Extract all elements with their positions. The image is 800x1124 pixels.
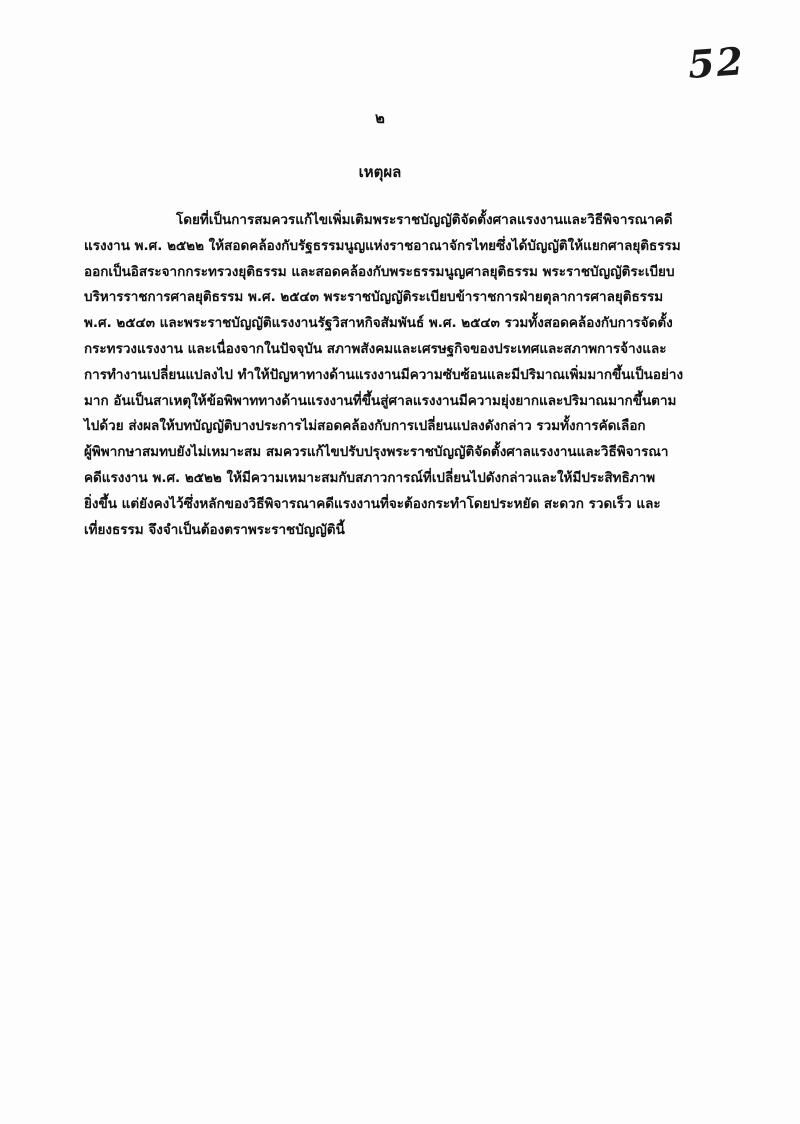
paragraph-line: คดีแรงงาน พ.ศ. ๒๕๒๒ ให้มีความเหมาะสมกับสภาวการณ์ที่เปลี่ยนไปดังกล่าวและให้มีประสิทธิภาพ [84, 469, 656, 486]
paragraph-line: แรงงาน พ.ศ. ๒๕๒๒ ให้สอดคล้องกับรัฐธรรมนูญแห่งราชอาณาจักรไทยซึ่งได้บัญญัติให้แยกศาลยุติธรรม [84, 237, 681, 254]
paragraph-line: โดยที่เป็นการสมควรแก้ไขเพิ่มเติมพระราชบัญญัติจัดตั้งศาลแรงงานและวิธีพิจารณาคดี [176, 212, 673, 228]
paragraph-line: ผู้พิพากษาสมทบยังไม่เหมาะสม สมควรแก้ไขปรับปรุงพระราชบัญญัติจัดตั้งศาลแรงงานและวิธีพิจารณา [84, 444, 669, 461]
paragraph-line: เที่ยงธรรม จึงจำเป็นต้องตราพระราชบัญญัตินี้ [84, 521, 345, 538]
paragraph-line: ไปด้วย ส่งผลให้บทบัญญัติบางประการไม่สอดคล้องกับการเปลี่ยนแปลงดังกล่าว รวมทั้งการคัดเลือก [84, 418, 646, 435]
page-number: ๒ [375, 109, 385, 127]
paragraph-line: ออกเป็นอิสระจากกระทรวงยุติธรรม และสอดคล้องกับพระธรรมนูญศาลยุติธรรม พระราชบัญญัติระเบียบ [84, 263, 675, 280]
paragraph-line: ยิ่งขึ้น แต่ยังคงไว้ซึ่งหลักของวิธีพิจารณาคดีแรงงานที่จะต้องกระทำโดยประหยัด สะดวก รวดเร็ว และ [84, 495, 661, 512]
section-heading: เหตุผล [358, 163, 402, 181]
paragraph-line: มาก อันเป็นสาเหตุให้ข้อพิพาททางด้านแรงงานที่ขึ้นสู่ศาลแรงงานมีความยุ่งยากและปริมาณมากขึ้นตาม [84, 392, 677, 409]
paragraph-line: กระทรวงแรงงาน และเนื่องจากในปัจจุบัน สภาพสังคมและเศรษฐกิจของประเทศและสภาพการจ้างและ [84, 340, 667, 357]
paragraph-line: บริหารราชการศาลยุติธรรม พ.ศ. ๒๕๔๓ พระราชบัญญัติระเบียบข้าราชการฝ่ายตุลาการศาลยุติธรรม [84, 289, 664, 306]
handwritten-page-mark: 52 [686, 38, 747, 87]
body-paragraph [84, 208, 724, 543]
paragraph-line: การทำงานเปลี่ยนแปลงไป ทำให้ปัญหาทางด้านแรงงานมีความซับซ้อนและมีปริมาณเพิ่มมากขึ้นเป็นอย่าง [84, 366, 684, 383]
paragraph-line: พ.ศ. ๒๕๔๓ และพระราชบัญญัติแรงงานรัฐวิสาหกิจสัมพันธ์ พ.ศ. ๒๕๔๓ รวมทั้งสอดคล้องกับการจัดตั้ง [84, 315, 673, 332]
